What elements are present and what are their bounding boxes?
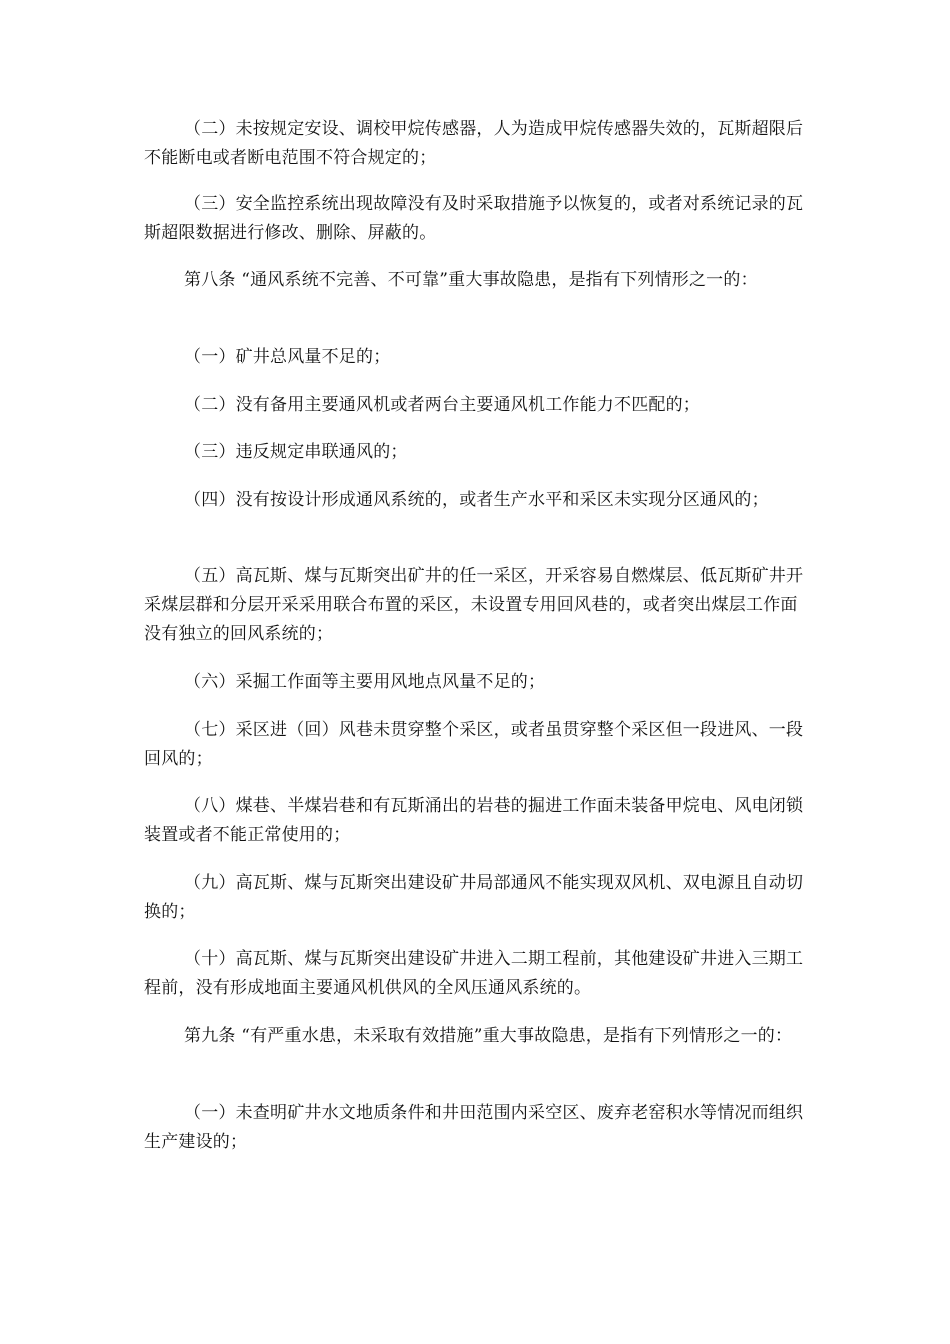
paragraph-article8-item-4: （四）没有按设计形成通风系统的，或者生产水平和采区未实现分区通风的； xyxy=(184,490,769,510)
paragraph-article8-item-7: （七）采区进（回）风巷未贯穿整个采区，或者虽贯穿整个采区但一段进风、一段回风的； xyxy=(144,720,804,769)
paragraph-article8-item-6: （六）采掘工作面等主要用风地点风量不足的； xyxy=(184,672,546,692)
paragraph-article8-item-2: （二）没有备用主要通风机或者两台主要通风机工作能力不匹配的； xyxy=(184,395,700,415)
paragraph-item-2-sensor: （二）未按规定安设、调校甲烷传感器，人为造成甲烷传感器失效的，瓦斯超限后不能断电或者断电范围不符合规定的； xyxy=(144,119,804,168)
paragraph-article9-item-1: （一）未查明矿井水文地质条件和井田范围内采空区、废弃老窑积水等情况而组织生产建设的； xyxy=(144,1103,804,1152)
paragraph-article8-item-10: （十）高瓦斯、煤与瓦斯突出建设矿井进入二期工程前，其他建设矿井进入三期工程前，没有形成地面主要通风机供风的全风压通风系统的。 xyxy=(144,949,804,998)
paragraph-article8-item-1: （一）矿井总风量不足的； xyxy=(184,347,391,367)
paragraph-item-3-monitoring: （三）安全监控系统出现故障没有及时采取措施予以恢复的，或者对系统记录的瓦斯超限数据进行修改、删除、屏蔽的。 xyxy=(144,194,804,243)
paragraph-article8-item-8: （八）煤巷、半煤岩巷和有瓦斯涌出的岩巷的掘进工作面未装备甲烷电、风电闭锁装置或者不能正常使用的； xyxy=(144,796,804,845)
article-9-heading: 第九条 “有严重水患，未采取有效措施”重大事故隐患，是指有下列情形之一的： xyxy=(184,1026,793,1046)
paragraph-article8-item-9: （九）高瓦斯、煤与瓦斯突出建设矿井局部通风不能实现双风机、双电源且自动切换的； xyxy=(144,873,804,922)
article-8-heading: 第八条 “通风系统不完善、不可靠”重大事故隐患，是指有下列情形之一的： xyxy=(184,270,758,290)
paragraph-article8-item-5: （五）高瓦斯、煤与瓦斯突出矿井的任一采区，开采容易自燃煤层、低瓦斯矿井开采煤层群和分层开采采用联合布置的采区，未设置专用回风巷的，或者突出煤层工作面没有独立的回风系统的； xyxy=(144,566,804,644)
paragraph-article8-item-3: （三）违反规定串联通风的； xyxy=(184,442,408,462)
